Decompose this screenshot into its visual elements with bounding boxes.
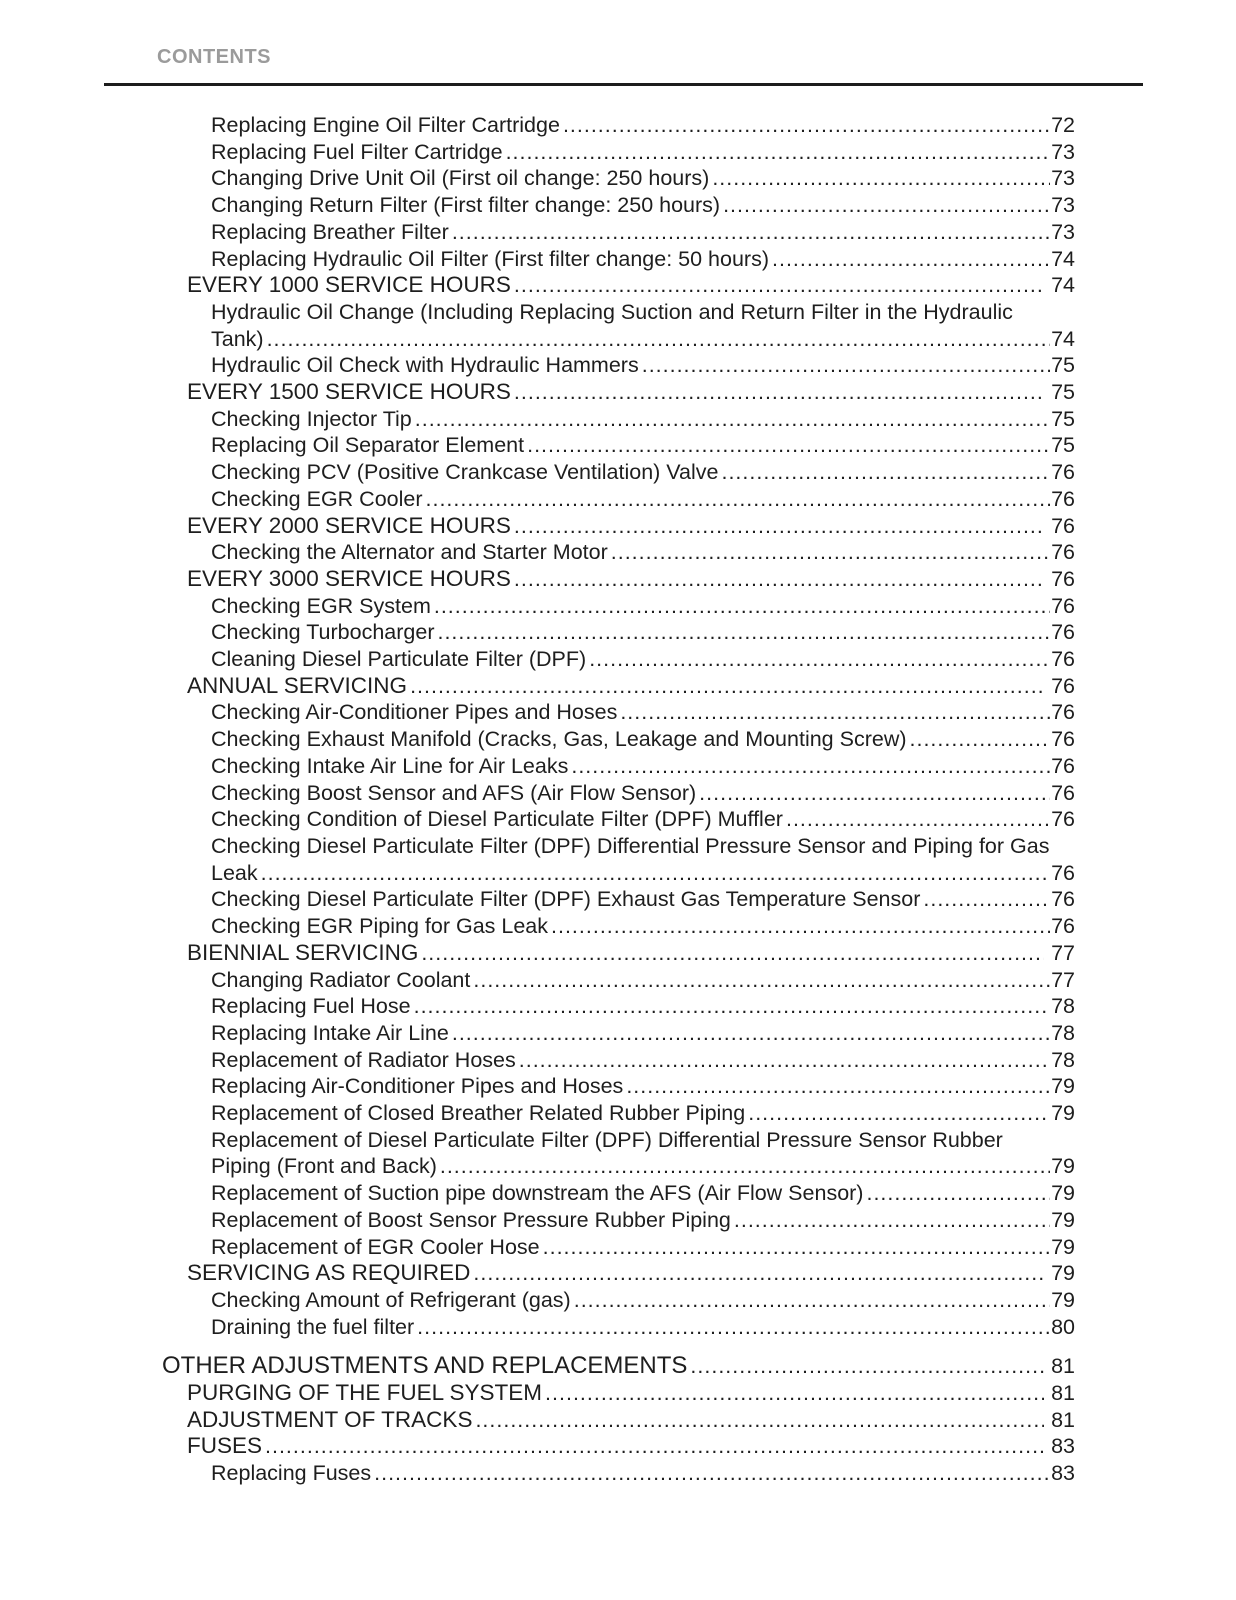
toc-entry-label: Tank)	[211, 326, 264, 351]
toc-dot-leader	[267, 326, 1051, 353]
toc-section-heading	[162, 1380, 1075, 1407]
toc-page-number: 81	[1051, 1407, 1075, 1432]
toc-page-number: 78	[1051, 1020, 1075, 1045]
toc-page-number: 79	[1051, 1207, 1075, 1232]
toc-entry	[162, 913, 1075, 940]
toc-page-number: 73	[1051, 219, 1075, 244]
toc-dot-leader	[690, 1353, 1044, 1380]
toc-page-number: 74	[1051, 246, 1075, 271]
toc-dot-leader	[473, 1260, 1044, 1287]
toc-dot-leader	[506, 139, 1051, 166]
toc-entry-label: Replacing Engine Oil Filter Cartridge	[211, 113, 560, 137]
toc-entry	[162, 1047, 1075, 1074]
toc-entry-label: Checking EGR Cooler	[211, 486, 423, 511]
toc-chapter-heading	[162, 1353, 1075, 1380]
toc-dot-leader	[712, 165, 1050, 192]
toc-entry-label: Hydraulic Oil Check with Hydraulic Hammers	[211, 353, 639, 378]
toc-entry-label: Replacement of Boost Sensor Pressure Rubber Piping	[211, 1207, 731, 1232]
toc-dot-leader	[426, 486, 1051, 513]
toc-entry	[162, 646, 1075, 673]
toc-dot-leader	[642, 352, 1050, 379]
toc-section-heading	[162, 272, 1075, 299]
toc-entry-label: Replacement of Closed Breather Related Rubber Piping	[211, 1101, 746, 1126]
toc-entry	[162, 192, 1075, 219]
toc-entry	[162, 1153, 1075, 1180]
toc-page-number: 79	[1051, 1261, 1075, 1286]
toc-dot-leader	[514, 272, 1044, 299]
toc-dot-leader	[415, 406, 1050, 433]
toc-page-number: 79	[1051, 1074, 1075, 1099]
toc-entry	[162, 219, 1075, 246]
toc-dot-leader	[571, 753, 1050, 780]
toc-page-number: 79	[1051, 1101, 1075, 1126]
toc-entry-label: Checking Exhaust Manifold (Cracks, Gas, Leakage and Mounting Screw)	[211, 727, 907, 752]
toc-section-heading	[162, 940, 1075, 967]
toc-entry-label: EVERY 1000 SERVICE HOURS	[187, 272, 511, 298]
toc-dot-leader	[589, 646, 1050, 673]
toc-dot-leader	[440, 1153, 1050, 1180]
toc-dot-leader	[543, 1234, 1050, 1261]
toc-entry-label: Replacement of Radiator Hoses	[211, 1047, 516, 1072]
toc-entry	[162, 1234, 1075, 1261]
toc-entry-label: Replacement of Diesel Particulate Filter (DPF) Differential Pressure Sensor Rubber	[211, 1127, 1003, 1152]
toc-section-heading	[162, 1433, 1075, 1460]
toc-page-number: 79	[1051, 1181, 1075, 1206]
toc-dot-leader	[261, 860, 1050, 887]
toc-entry	[162, 326, 1075, 353]
toc-page-number: 76	[1051, 887, 1075, 912]
toc-entry	[162, 299, 1075, 326]
page-title: CONTENTS	[157, 46, 271, 68]
toc-entry	[162, 1460, 1075, 1487]
toc-entry-label: Replacing Intake Air Line	[211, 1020, 449, 1045]
toc-entry	[162, 699, 1075, 726]
toc-entry-label: BIENNIAL SERVICING	[187, 939, 419, 965]
toc-dot-leader	[620, 699, 1050, 726]
toc-dot-leader	[723, 192, 1050, 219]
toc-page-number: 78	[1051, 994, 1075, 1019]
toc-entry-label: Piping (Front and Back)	[211, 1154, 437, 1179]
toc-dot-leader	[734, 1207, 1050, 1234]
toc-dot-leader	[421, 940, 1044, 967]
toc-dot-leader	[475, 1407, 1044, 1434]
toc-entry-label: EVERY 1500 SERVICE HOURS	[187, 379, 511, 405]
toc-entry	[162, 1020, 1075, 1047]
toc-page-number: 76	[1051, 647, 1075, 672]
toc-entry	[162, 833, 1075, 860]
toc-entry-label: ADJUSTMENT OF TRACKS	[187, 1406, 473, 1432]
toc-page-number: 74	[1051, 273, 1075, 298]
toc-entry	[162, 1180, 1075, 1207]
toc-page-number: 73	[1051, 166, 1075, 191]
toc-entry-label: Replacing Fuses	[211, 1461, 372, 1486]
toc-section-heading	[162, 1260, 1075, 1287]
toc-page-number: 73	[1051, 193, 1075, 218]
toc-entry-label: Replacing Oil Separator Element	[211, 433, 525, 458]
toc-entry	[162, 112, 1075, 139]
toc-dot-leader	[574, 1287, 1050, 1314]
toc-entry-label: Checking PCV (Positive Crankcase Ventilation) Valve	[211, 460, 719, 485]
toc-entry-label: Draining the fuel filter	[211, 1314, 415, 1339]
toc-page-number: 74	[1051, 326, 1075, 351]
toc-dot-leader	[514, 379, 1044, 406]
toc-entry-label: Checking Diesel Particulate Filter (DPF) Exhaust Gas Temperature Sensor	[211, 887, 921, 912]
toc-entry-label: Hydraulic Oil Change (Including Replacing Suction and Return Filter in the Hydraulic	[211, 299, 1013, 324]
toc-section-heading	[162, 1407, 1075, 1434]
toc-page-number: 76	[1051, 540, 1075, 565]
toc-entry-label: Checking Air-Conditioner Pipes and Hoses	[211, 700, 618, 725]
toc-entry	[162, 486, 1075, 513]
toc-dot-leader	[699, 780, 1050, 807]
toc-page-number: 76	[1051, 727, 1075, 752]
toc-entry-label: Checking Boost Sensor and AFS (Air Flow Sensor)	[211, 780, 697, 805]
toc-entry-label: Checking Intake Air Line for Air Leaks	[211, 753, 569, 778]
header-rule	[104, 83, 1143, 86]
toc-entry-label: Checking Turbocharger	[211, 620, 435, 645]
toc-entry	[162, 1287, 1075, 1314]
toc-entry	[162, 726, 1075, 753]
toc-dot-leader	[563, 112, 1050, 139]
toc-section-heading	[162, 673, 1075, 700]
toc-page-number: 73	[1051, 139, 1075, 164]
toc-page-number: 76	[1051, 513, 1075, 538]
toc-dot-leader	[414, 993, 1050, 1020]
toc-page-number: 81	[1051, 1381, 1075, 1406]
toc-entry-label: Replacement of EGR Cooler Hose	[211, 1234, 540, 1259]
toc-entry	[162, 780, 1075, 807]
toc-dot-leader	[866, 1180, 1050, 1207]
toc-entry	[162, 1314, 1075, 1341]
toc-entry-label: Checking Condition of Diesel Particulate Filter (DPF) Muffler	[211, 807, 783, 832]
toc-page-number: 76	[1051, 860, 1075, 885]
toc-dot-leader	[626, 1073, 1050, 1100]
toc-entry	[162, 806, 1075, 833]
toc-dot-leader	[551, 913, 1050, 940]
toc-page-number: 81	[1051, 1354, 1075, 1379]
toc-dot-leader	[514, 513, 1044, 540]
toc-page-number: 72	[1051, 113, 1075, 137]
toc-entry	[162, 139, 1075, 166]
toc-entry	[162, 406, 1075, 433]
toc-page-number: 76	[1051, 753, 1075, 778]
toc-page-number: 79	[1051, 1234, 1075, 1259]
toc-dot-leader	[437, 619, 1050, 646]
toc-entry	[162, 993, 1075, 1020]
toc-entry	[162, 619, 1075, 646]
toc-entry	[162, 967, 1075, 994]
toc-entry-label: Replacement of Suction pipe downstream the AFS (Air Flow Sensor)	[211, 1181, 864, 1206]
toc-page-number: 77	[1051, 940, 1075, 965]
toc-entry-label: Checking EGR System	[211, 593, 431, 618]
toc-page-number: 76	[1051, 566, 1075, 591]
toc-dot-leader	[545, 1380, 1044, 1407]
toc-dot-leader	[748, 1100, 1050, 1127]
toc-entry-label: Replacing Hydraulic Oil Filter (First filter change: 50 hours)	[211, 246, 770, 271]
toc-dot-leader	[265, 1433, 1044, 1460]
toc-page-number: 78	[1051, 1047, 1075, 1072]
toc-entry-label: Checking EGR Piping for Gas Leak	[211, 914, 548, 939]
toc-entry	[162, 860, 1075, 887]
toc-dot-leader	[721, 459, 1050, 486]
toc-entry	[162, 1127, 1075, 1154]
toc-entry-label: Replacing Fuel Hose	[211, 994, 411, 1019]
toc-page-number: 77	[1051, 967, 1075, 992]
toc-entry-label: EVERY 3000 SERVICE HOURS	[187, 565, 511, 591]
toc-dot-leader	[514, 566, 1044, 593]
toc-dot-leader	[519, 1047, 1050, 1074]
toc-section-heading	[162, 379, 1075, 406]
toc-page-number: 75	[1051, 353, 1075, 378]
toc-page-number: 79	[1051, 1287, 1075, 1312]
toc-entry-label: Leak	[211, 860, 258, 885]
toc-page-number: 75	[1051, 406, 1075, 431]
toc-entry	[162, 246, 1075, 273]
toc-dot-leader	[772, 246, 1050, 273]
toc-dot-leader	[473, 967, 1050, 994]
toc-dot-leader	[452, 219, 1050, 246]
toc-entry	[162, 593, 1075, 620]
toc-entry-label: Replacing Breather Filter	[211, 219, 449, 244]
table-of-contents	[162, 112, 1075, 1487]
toc-dot-leader	[452, 1020, 1050, 1047]
toc-entry-label: EVERY 2000 SERVICE HOURS	[187, 512, 511, 538]
toc-entry-label: PURGING OF THE FUEL SYSTEM	[187, 1380, 543, 1406]
toc-entry	[162, 886, 1075, 913]
toc-entry-label: Changing Drive Unit Oil (First oil change: 250 hours)	[211, 166, 710, 191]
toc-entry	[162, 459, 1075, 486]
toc-page-number: 76	[1051, 486, 1075, 511]
toc-entry-label: FUSES	[187, 1433, 263, 1459]
toc-section-heading	[162, 566, 1075, 593]
toc-page-number: 76	[1051, 673, 1075, 698]
toc-entry-label: Checking Injector Tip	[211, 406, 412, 431]
toc-dot-leader	[527, 432, 1050, 459]
toc-page-number: 83	[1051, 1434, 1075, 1459]
toc-dot-leader	[410, 673, 1044, 700]
toc-entry-label: Replacing Air-Conditioner Pipes and Hoses	[211, 1074, 624, 1099]
toc-dot-leader	[611, 539, 1050, 566]
toc-entry-label: Replacing Fuel Filter Cartridge	[211, 139, 503, 164]
toc-page-number: 76	[1051, 460, 1075, 485]
toc-entry-label: Checking Amount of Refrigerant (gas)	[211, 1287, 571, 1312]
toc-page-number: 75	[1051, 433, 1075, 458]
toc-page-number: 76	[1051, 593, 1075, 618]
toc-entry	[162, 352, 1075, 379]
toc-entry-label: OTHER ADJUSTMENTS AND REPLACEMENTS	[162, 1352, 688, 1380]
toc-entry-label: Checking the Alternator and Starter Motor	[211, 540, 608, 565]
toc-entry	[162, 165, 1075, 192]
toc-entry	[162, 432, 1075, 459]
toc-dot-leader	[374, 1460, 1050, 1487]
toc-entry	[162, 1100, 1075, 1127]
toc-entry-label: Changing Return Filter (First filter change: 250 hours)	[211, 193, 721, 218]
toc-page-number: 76	[1051, 780, 1075, 805]
toc-entry-label: Cleaning Diesel Particulate Filter (DPF)	[211, 647, 587, 672]
toc-page-number: 80	[1051, 1314, 1075, 1339]
toc-entry	[162, 1207, 1075, 1234]
toc-entry-label: ANNUAL SERVICING	[187, 672, 408, 698]
toc-entry	[162, 1073, 1075, 1100]
toc-dot-leader	[786, 806, 1050, 833]
toc-page-number: 76	[1051, 807, 1075, 832]
toc-entry-label: SERVICING AS REQUIRED	[187, 1260, 471, 1286]
toc-entry-label: Checking Diesel Particulate Filter (DPF) Differential Pressure Sensor and Piping for Gas	[211, 833, 1050, 858]
toc-dot-leader	[923, 886, 1050, 913]
toc-page-number: 76	[1051, 700, 1075, 725]
toc-dot-leader	[417, 1314, 1050, 1341]
toc-dot-leader	[434, 593, 1050, 620]
toc-page-number: 79	[1051, 1154, 1075, 1179]
toc-entry-label: Changing Radiator Coolant	[211, 967, 471, 992]
toc-page-number: 75	[1051, 380, 1075, 405]
toc-page-number: 76	[1051, 914, 1075, 939]
toc-page-number: 83	[1051, 1461, 1075, 1486]
toc-page-number: 76	[1051, 620, 1075, 645]
toc-entry	[162, 753, 1075, 780]
toc-entry	[162, 539, 1075, 566]
toc-section-heading	[162, 513, 1075, 540]
toc-dot-leader	[910, 726, 1051, 753]
